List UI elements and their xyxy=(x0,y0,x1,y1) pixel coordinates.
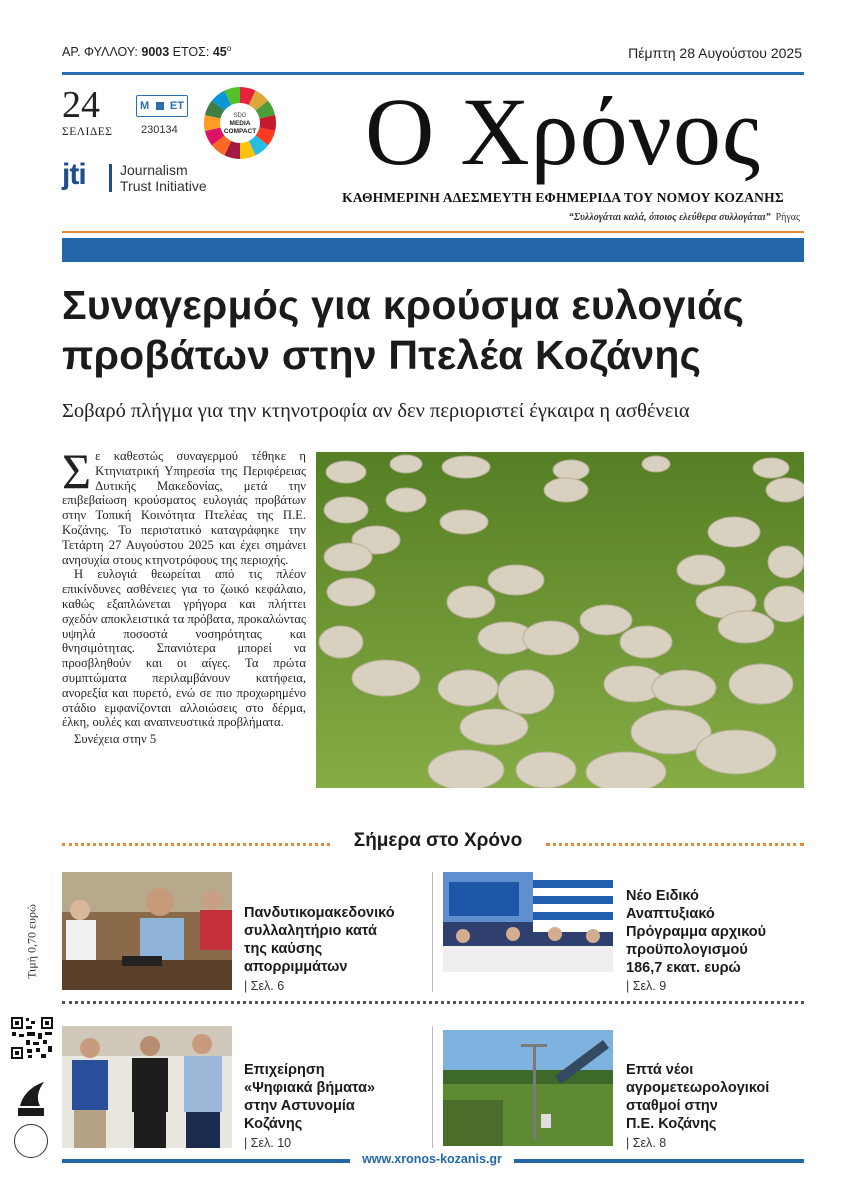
teaser-2-line-5: 186,7 εκατ. ευρώ xyxy=(626,960,741,976)
orange-rule xyxy=(62,231,804,233)
teaser-2-line-4: προϋπολογισμού xyxy=(626,942,748,958)
year-suffix: ο xyxy=(226,44,232,53)
motto xyxy=(569,212,800,223)
lead-photo-sheep xyxy=(316,452,804,788)
teaser-3-line-3: στην Αστυνομία xyxy=(244,1098,355,1114)
sdg-text-2: MEDIA xyxy=(229,120,251,127)
teaser-1-line-1: Πανδυτικομακεδονικό xyxy=(244,905,395,921)
teaser-title-3[interactable] xyxy=(244,1061,414,1133)
teaser-title-2[interactable] xyxy=(626,887,804,977)
section-title-today: Σήμερα στο Χρόνο xyxy=(353,830,523,851)
teaser-2-line-2: Αναπτυξιακό xyxy=(626,906,715,922)
teaser-1-line-4: απορριμμάτων xyxy=(244,959,348,975)
teaser-3-line-2: «Ψηφιακά βήματα» xyxy=(244,1080,376,1096)
teaser-3-line-4: Κοζάνης xyxy=(244,1116,303,1132)
weather-station-illustration xyxy=(443,1030,613,1146)
footer-rule-right xyxy=(514,1159,804,1163)
section-divider-left xyxy=(62,843,330,846)
footer-rule-left xyxy=(62,1159,350,1163)
footer-website-link[interactable]: www.xronos-kozanis.gr xyxy=(362,1152,502,1166)
newspaper-title: Ο Χρόνος xyxy=(365,78,761,185)
issue-number: 9003 xyxy=(141,45,170,60)
jti-line-2: Trust Initiative xyxy=(120,178,207,194)
teaser-photo-weather-stations[interactable] xyxy=(443,1030,613,1146)
price-text: Τιμή 0,70 ευρώ xyxy=(24,904,39,979)
jti-line-1: Journalism xyxy=(120,162,188,178)
article-paragraph-2: Η ευλογιά θεωρείται από τις πλέον επικίνδυνες ασθένειες για το ζωικό κεφάλαιο, καθώς εξαπλώνεται γρήγορα και πλήττει σχεδόν αποκλειστικά τα πρόβατα, προκαλώντας υψηλά ποσοστά νοσηρότητας και θνησιμότητας. Σπανιότερα μπορεί να προσβληθούν και οι αίγες. Τα πρώτα συμπτώματα περιλαμβάνουν κατήφεια, ανορεξία και πυρετό, ενώ σε πιο προχωρημένο στάδιο εμφανίζονται αλλοιώσεις στο δέρμα, έλκη, ουλές και αναπνευστικά προβλήματα. xyxy=(62,567,306,730)
paragraph-1-text: ε καθεστώς συναγερμού τέθηκε η Κτηνιατρική Υπηρεσία της Περιφέρειας Δυτικής Μακεδονίας, μετά την επιβεβαίωση κρούσματος ευλογιάς προβάτων στην Τοπική Κοινότητα Πτελέας της Π.Ε. Κοζάνης. Το περιστατικό καταγράφηκε την Τετάρτη 27 Αυγούστου 2025 και έχει σημάνει ανησυχία στους κτηνοτρόφους της περιοχής. xyxy=(62,449,306,567)
teaser-photo-development-program[interactable] xyxy=(443,872,613,972)
blue-banner-rule xyxy=(62,238,804,262)
teaser-3-line-1: Επιχείρηση xyxy=(244,1062,325,1078)
teaser-page-2[interactable]: | Σελ. 9 xyxy=(626,979,666,993)
motto-quote: “Συλλογάται καλά, όποιος ελεύθερα συλλογάται” xyxy=(568,212,771,223)
sdg-text-1: SDG xyxy=(233,113,247,119)
teaser-4-line-4: Π.Ε. Κοζάνης xyxy=(626,1116,717,1132)
issue-info xyxy=(62,44,231,59)
teaser-1-line-3: της καύσης xyxy=(244,941,323,957)
postal-seal-icon xyxy=(14,1124,48,1158)
teaser-page-3[interactable]: | Σελ. 10 xyxy=(244,1136,291,1150)
conference-photo-illustration xyxy=(443,872,613,972)
qr-code-icon[interactable] xyxy=(10,1016,54,1060)
headline-line-1: Συναγερμός για κρούσμα ευλογιάς xyxy=(62,282,745,328)
teaser-2-line-3: Πρόγραμμα αρχικού xyxy=(626,924,767,940)
price-label xyxy=(22,890,42,1000)
motto-author: Ρήγας xyxy=(775,212,800,223)
pages-label: ΣΕΛΙΔΕΣ xyxy=(62,126,113,138)
headline-line-2: προβάτων στην Πτελέα Κοζάνης xyxy=(62,332,702,378)
police-photo-illustration xyxy=(62,1026,232,1148)
issue-date: Πέμπτη 28 Αυγούστου 2025 xyxy=(628,45,802,61)
article-paragraph-1 xyxy=(62,443,306,567)
rally-photo-illustration xyxy=(62,872,232,990)
teaser-4-line-1: Επτά νέοι xyxy=(626,1062,694,1078)
column-separator xyxy=(432,1026,433,1148)
continued-link[interactable]: Συνέχεια στην 5 xyxy=(74,732,157,747)
year-label: ΕΤΟΣ: xyxy=(172,45,210,60)
sdg-text-3: COMPACT xyxy=(223,128,257,135)
elta-postal-logo-icon xyxy=(14,1078,48,1118)
pages-count: 24 xyxy=(62,84,100,126)
teaser-photo-police[interactable] xyxy=(62,1026,232,1148)
column-separator xyxy=(432,872,433,992)
teaser-title-1[interactable] xyxy=(244,904,414,976)
lead-subheadline: Σοβαρό πλήγμα για την κτηνοτροφία αν δεν περιοριστεί έγκαιρα η ασθένεια xyxy=(62,400,690,422)
lead-headline xyxy=(62,280,802,380)
met-registry-code: 230134 xyxy=(141,124,178,136)
teaser-page-4[interactable]: | Σελ. 8 xyxy=(626,1136,666,1150)
lead-article-body xyxy=(62,443,306,747)
met-logo-icon: M ET xyxy=(136,95,188,117)
section-divider-right xyxy=(546,843,804,846)
sdg-media-compact-logo-icon xyxy=(203,86,277,160)
teaser-2-line-1: Νέο Ειδικό xyxy=(626,888,699,904)
teaser-title-4[interactable] xyxy=(626,1061,804,1133)
sheep-flock-illustration xyxy=(316,452,804,788)
year-value: 45 xyxy=(212,45,227,60)
newspaper-subtitle: ΚΑΘΗΜΕΡΙΝΗ ΑΔΕΣΜΕΥΤΗ ΕΦΗΜΕΡΙΔΑ ΤΟΥ ΝΟΜΟΥ ΚΟΖΑΝΗΣ xyxy=(342,190,784,205)
teaser-photo-rally[interactable] xyxy=(62,872,232,990)
issue-label: ΑΡ. ΦΥΛΛΟΥ: xyxy=(62,45,138,60)
teaser-4-line-2: αγρομετεωρολογικοί xyxy=(626,1080,770,1096)
dropcap: Σ xyxy=(62,443,92,499)
jti-divider xyxy=(109,164,112,192)
jti-name xyxy=(120,162,207,194)
teaser-4-line-3: σταθμοί στην xyxy=(626,1098,718,1114)
teaser-1-line-2: συλλαλητήριο κατά xyxy=(244,923,377,939)
teaser-row-divider xyxy=(62,1001,804,1004)
jti-logo-icon: jti xyxy=(62,158,86,191)
teaser-page-1[interactable]: | Σελ. 6 xyxy=(244,979,284,993)
